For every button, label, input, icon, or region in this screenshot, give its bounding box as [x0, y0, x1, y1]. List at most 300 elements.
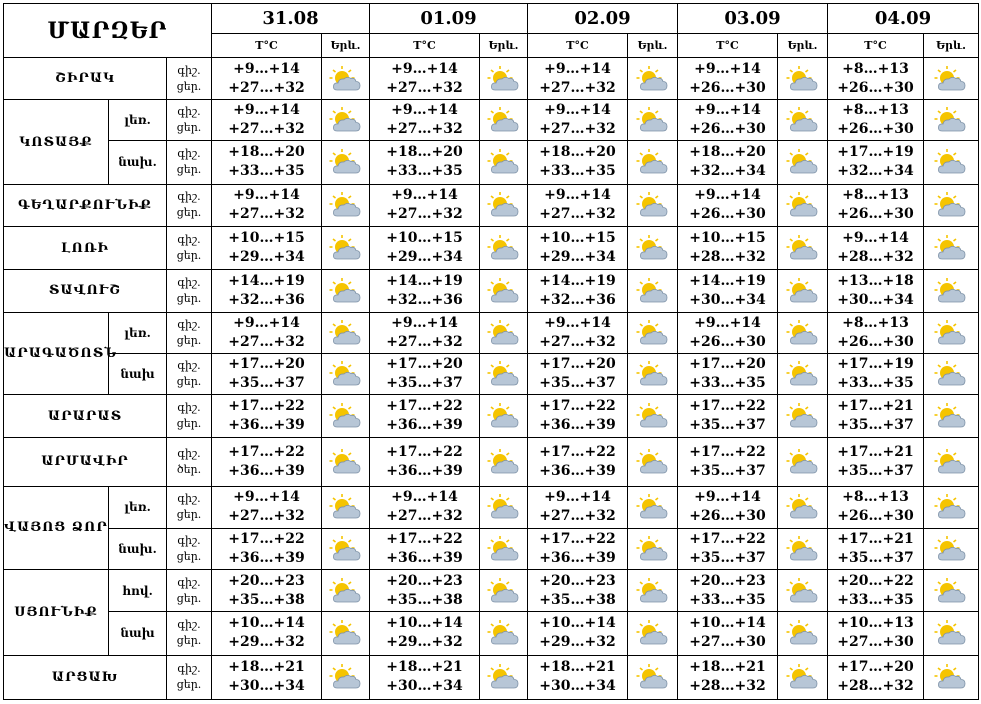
day-label: ցեր. [176, 79, 202, 93]
temperature-cell [370, 486, 480, 528]
temperature-cell [370, 227, 480, 270]
night-temperature: +18…+20 [386, 144, 463, 161]
weather-icon-cell [778, 140, 828, 184]
night-label: գիշ. [177, 317, 201, 331]
night-temperature: +17…+22 [539, 443, 616, 460]
sun-behind-cloud-icon [785, 663, 821, 691]
temperature-cell [370, 270, 480, 312]
temperature-cell [212, 570, 322, 612]
day-night-labels [167, 438, 212, 486]
sun-behind-cloud-icon [933, 65, 969, 93]
temperature-cell [370, 184, 480, 226]
sun-behind-cloud-icon [328, 106, 364, 134]
weather-icon-cell [778, 395, 828, 438]
day-temperature: +27…+32 [228, 333, 305, 350]
sun-behind-cloud-icon [933, 277, 969, 305]
weather-icon-cell [480, 528, 528, 569]
night-temperature: +20…+23 [386, 572, 463, 589]
night-temperature: +17…+22 [228, 443, 305, 460]
region-row [4, 353, 979, 394]
temperature-cell [528, 58, 628, 100]
temperature-cell [828, 570, 924, 612]
sun-behind-cloud-icon [328, 191, 364, 219]
weather-icon-cell [628, 486, 678, 528]
weather-icon-cell [778, 438, 828, 486]
temperature-cell [528, 486, 628, 528]
temperature-cell [212, 58, 322, 100]
sun-behind-cloud-icon [933, 191, 969, 219]
temperature-cell [528, 227, 628, 270]
temperature-cell [370, 655, 480, 699]
weather-icon-cell [480, 227, 528, 270]
weather-icon-cell [924, 570, 979, 612]
temperature-cell [828, 353, 924, 394]
temperature-cell [212, 270, 322, 312]
temp-col-header: T°C [678, 34, 778, 58]
day-temperature: +35…+37 [689, 462, 766, 479]
sun-behind-cloud-icon [785, 493, 821, 521]
weather-icon-cell [778, 570, 828, 612]
region-name: ԱՐՑԱԽ [4, 655, 167, 699]
weather-icon-cell [480, 395, 528, 438]
night-temperature: +17…+19 [837, 355, 914, 372]
sun-behind-cloud-icon [933, 619, 969, 647]
sub-zone-label: նախ. [109, 140, 167, 184]
night-temperature: +8…+13 [842, 314, 909, 331]
night-temperature: +9…+14 [544, 60, 611, 77]
temperature-cell [212, 395, 322, 438]
day-temperature: +36…+39 [228, 549, 305, 566]
sun-behind-cloud-icon [486, 663, 522, 691]
day-temperature: +27…+30 [689, 634, 766, 651]
day-label: ցեր. [176, 678, 202, 692]
sun-behind-cloud-icon [785, 402, 821, 430]
day-temperature: +28…+32 [837, 678, 914, 695]
day-temperature: +32…+36 [386, 291, 463, 308]
temperature-cell [370, 353, 480, 394]
night-temperature: +17…+22 [539, 530, 616, 547]
night-temperature: +17…+20 [539, 355, 616, 372]
temperature-cell [678, 184, 778, 226]
sun-behind-cloud-icon [486, 319, 522, 347]
sun-behind-cloud-icon [933, 535, 969, 563]
night-temperature: +9…+14 [391, 187, 458, 204]
sun-behind-cloud-icon [933, 493, 969, 521]
sun-behind-cloud-icon [785, 106, 821, 134]
day-temperature: +27…+32 [539, 206, 616, 223]
sun-behind-cloud-icon [328, 535, 364, 563]
day-temperature: +26…+30 [837, 120, 914, 137]
forecast-body [4, 58, 979, 700]
sun-behind-cloud-icon [328, 577, 364, 605]
night-temperature: +17…+20 [386, 355, 463, 372]
weather-icon-cell [924, 58, 979, 100]
day-temperature: +35…+38 [386, 591, 463, 608]
weather-icon-cell [480, 612, 528, 655]
day-label: ծեր. [176, 462, 202, 476]
temperature-cell [528, 528, 628, 569]
sub-zone-label: լեռ. [109, 100, 167, 140]
day-temperature: +36…+39 [539, 549, 616, 566]
region-row [4, 100, 979, 140]
temperature-cell [528, 353, 628, 394]
night-label: գիշ. [177, 147, 201, 161]
sun-behind-cloud-icon [635, 402, 671, 430]
day-temperature: +33…+35 [228, 163, 305, 180]
sun-behind-cloud-icon [635, 148, 671, 176]
temperature-cell [370, 528, 480, 569]
day-temperature: +36…+39 [228, 417, 305, 434]
day-label: ցեր. [176, 333, 202, 347]
weather-icon-cell [628, 655, 678, 699]
sun-behind-cloud-icon [486, 148, 522, 176]
day-temperature: +28…+32 [689, 678, 766, 695]
header-row-dates [4, 4, 979, 34]
weather-icon-cell [778, 270, 828, 312]
night-temperature: +9…+14 [233, 101, 300, 118]
day-temperature: +26…+30 [689, 333, 766, 350]
night-label: գիշ. [177, 446, 201, 460]
day-night-labels [167, 353, 212, 394]
day-temperature: +30…+34 [837, 291, 914, 308]
sun-behind-cloud-icon [785, 234, 821, 262]
weather-icon-cell [322, 184, 370, 226]
night-label: գիշ. [177, 618, 201, 632]
temperature-cell [370, 140, 480, 184]
sun-behind-cloud-icon [486, 277, 522, 305]
day-temperature: +36…+39 [539, 417, 616, 434]
region-row [4, 655, 979, 699]
night-temperature: +17…+22 [689, 443, 766, 460]
day-label: ցեր. [176, 508, 202, 522]
night-label: գիշ. [177, 662, 201, 676]
day-temperature: +26…+30 [837, 508, 914, 525]
temperature-cell [678, 58, 778, 100]
sun-behind-cloud-icon [486, 577, 522, 605]
night-temperature: +17…+21 [837, 530, 914, 547]
day-night-labels [167, 184, 212, 226]
night-temperature: +9…+14 [391, 60, 458, 77]
night-temperature: +10…+14 [228, 615, 305, 632]
night-temperature: +14…+19 [386, 272, 463, 289]
sun-behind-cloud-icon [328, 277, 364, 305]
sub-zone-label: նախ. [109, 528, 167, 569]
temperature-cell [370, 570, 480, 612]
temperature-cell [528, 395, 628, 438]
temperature-cell [212, 353, 322, 394]
day-temperature: +30…+34 [228, 678, 305, 695]
day-temperature: +27…+32 [228, 79, 305, 96]
day-temperature: +35…+37 [837, 549, 914, 566]
weather-icon-cell [924, 140, 979, 184]
day-temperature: +35…+37 [689, 417, 766, 434]
day-label: ցեր. [176, 120, 202, 134]
day-temperature: +36…+39 [386, 417, 463, 434]
weather-icon-cell [628, 270, 678, 312]
weather-icon-cell [322, 486, 370, 528]
sun-behind-cloud-icon [635, 277, 671, 305]
temperature-cell [212, 528, 322, 569]
weather-icon-cell [628, 395, 678, 438]
sub-zone-label: նախ [109, 612, 167, 655]
day-temperature: +35…+37 [228, 374, 305, 391]
day-temperature: +27…+32 [228, 206, 305, 223]
night-temperature: +9…+14 [544, 314, 611, 331]
day-night-labels [167, 140, 212, 184]
night-temperature: +17…+22 [228, 398, 305, 415]
day-night-labels [167, 528, 212, 569]
region-name: ԼՈՌԻ [4, 227, 167, 270]
temperature-cell [212, 655, 322, 699]
day-temperature: +30…+34 [689, 291, 766, 308]
day-label: ցեր. [176, 417, 202, 431]
sun-behind-cloud-icon [785, 448, 821, 476]
sun-behind-cloud-icon [785, 319, 821, 347]
night-temperature: +10…+13 [837, 615, 914, 632]
night-temperature: +8…+13 [842, 489, 909, 506]
sun-behind-cloud-icon [635, 360, 671, 388]
night-temperature: +17…+22 [539, 398, 616, 415]
sun-behind-cloud-icon [933, 319, 969, 347]
weather-icon-cell [628, 140, 678, 184]
night-temperature: +17…+22 [228, 530, 305, 547]
date-header: 31.08 [212, 4, 370, 34]
day-label: ցեր. [176, 374, 202, 388]
sun-behind-cloud-icon [933, 663, 969, 691]
sun-behind-cloud-icon [328, 65, 364, 93]
day-label: ցեր. [176, 634, 202, 648]
temperature-cell [528, 184, 628, 226]
day-temperature: +29…+34 [539, 249, 616, 266]
sun-behind-cloud-icon [785, 148, 821, 176]
sun-behind-cloud-icon [933, 148, 969, 176]
temperature-cell [212, 486, 322, 528]
night-temperature: +18…+21 [689, 659, 766, 676]
weather-icon-cell [778, 100, 828, 140]
temperature-cell [678, 227, 778, 270]
night-temperature: +9…+14 [544, 101, 611, 118]
weather-icon-cell [628, 528, 678, 569]
temperature-cell [528, 612, 628, 655]
temperature-cell [528, 655, 628, 699]
night-temperature: +10…+15 [539, 230, 616, 247]
temperature-cell [828, 184, 924, 226]
night-temperature: +20…+22 [837, 572, 914, 589]
temperature-cell [678, 655, 778, 699]
sun-behind-cloud-icon [635, 319, 671, 347]
weather-icon-cell [628, 100, 678, 140]
temperature-cell [528, 140, 628, 184]
day-temperature: +36…+39 [386, 462, 463, 479]
day-temperature: +27…+32 [539, 79, 616, 96]
weather-icon-cell [480, 58, 528, 100]
sun-behind-cloud-icon [933, 448, 969, 476]
day-night-labels [167, 312, 212, 353]
sun-behind-cloud-icon [635, 448, 671, 476]
sun-behind-cloud-icon [328, 402, 364, 430]
temp-col-header: T°C [370, 34, 480, 58]
night-temperature: +9…+14 [694, 489, 761, 506]
weather-icon-cell [322, 655, 370, 699]
forecast-table [3, 3, 979, 700]
temperature-cell [528, 312, 628, 353]
weather-icon-cell [778, 227, 828, 270]
day-temperature: +36…+39 [228, 462, 305, 479]
temperature-cell [828, 58, 924, 100]
night-temperature: +10…+14 [386, 615, 463, 632]
day-temperature: +27…+32 [386, 120, 463, 137]
sun-behind-cloud-icon [933, 402, 969, 430]
night-temperature: +8…+13 [842, 101, 909, 118]
weather-icon-cell [924, 184, 979, 226]
temperature-cell [212, 100, 322, 140]
temperature-cell [370, 395, 480, 438]
temperature-cell [828, 312, 924, 353]
night-temperature: +20…+23 [228, 572, 305, 589]
night-temperature: +9…+14 [544, 187, 611, 204]
temperature-cell [678, 486, 778, 528]
day-temperature: +27…+32 [386, 79, 463, 96]
day-label: ցեր. [176, 206, 202, 220]
day-label: ցեր. [176, 549, 202, 563]
day-temperature: +29…+32 [539, 634, 616, 651]
date-header: 02.09 [528, 4, 678, 34]
day-temperature: +33…+35 [539, 163, 616, 180]
night-label: գիշ. [177, 190, 201, 204]
day-temperature: +26…+30 [837, 333, 914, 350]
night-temperature: +9…+14 [694, 187, 761, 204]
temperature-cell [212, 438, 322, 486]
weather-icon-cell [322, 140, 370, 184]
day-temperature: +29…+32 [228, 634, 305, 651]
region-name: ԱՐԱԳԱԾՈՏՆ [4, 312, 109, 395]
weather-icon-cell [480, 486, 528, 528]
weather-icon-cell [322, 100, 370, 140]
temperature-cell [828, 486, 924, 528]
night-temperature: +9…+14 [694, 314, 761, 331]
weather-icon-cell [480, 438, 528, 486]
night-label: գիշ. [177, 104, 201, 118]
day-temperature: +32…+34 [837, 163, 914, 180]
sun-behind-cloud-icon [486, 360, 522, 388]
region-name: ՎԱՅՈՑ ՁՈՐ [4, 486, 109, 570]
night-temperature: +17…+21 [837, 443, 914, 460]
weather-icon-cell [322, 58, 370, 100]
day-temperature: +26…+30 [837, 206, 914, 223]
sun-behind-cloud-icon [635, 663, 671, 691]
date-header: 03.09 [678, 4, 828, 34]
sun-behind-cloud-icon [328, 148, 364, 176]
night-label: գիշ. [177, 358, 201, 372]
weather-icon-cell [628, 227, 678, 270]
day-night-labels [167, 570, 212, 612]
weather-icon-cell [924, 528, 979, 569]
weather-icon-cell [924, 438, 979, 486]
day-temperature: +33…+35 [837, 591, 914, 608]
temperature-cell [678, 140, 778, 184]
region-name: ՏԱՎՈՒՇ [4, 270, 167, 312]
night-temperature: +18…+20 [539, 144, 616, 161]
temperature-cell [678, 270, 778, 312]
weather-icon-cell [924, 612, 979, 655]
night-label: գիշ. [177, 233, 201, 247]
sun-behind-cloud-icon [635, 65, 671, 93]
sun-behind-cloud-icon [933, 234, 969, 262]
weather-icon-cell [322, 353, 370, 394]
sub-zone-label: նախ [109, 353, 167, 394]
sub-zone-label: լեռ. [109, 312, 167, 353]
sun-behind-cloud-icon [785, 619, 821, 647]
night-temperature: +10…+14 [689, 615, 766, 632]
region-row [4, 227, 979, 270]
temperature-cell [678, 395, 778, 438]
day-temperature: +27…+32 [539, 120, 616, 137]
weather-icon-cell [924, 353, 979, 394]
sun-behind-cloud-icon [486, 191, 522, 219]
day-temperature: +32…+36 [228, 291, 305, 308]
day-temperature: +27…+32 [386, 206, 463, 223]
night-temperature: +20…+23 [689, 572, 766, 589]
sun-behind-cloud-icon [328, 493, 364, 521]
sun-behind-cloud-icon [785, 535, 821, 563]
weather-icon-cell [924, 312, 979, 353]
temperature-cell [528, 570, 628, 612]
sun-behind-cloud-icon [328, 360, 364, 388]
day-temperature: +29…+34 [228, 249, 305, 266]
sun-behind-cloud-icon [635, 577, 671, 605]
sun-behind-cloud-icon [635, 191, 671, 219]
weather-icon-cell [778, 528, 828, 569]
weather-icon-cell [322, 395, 370, 438]
day-temperature: +30…+34 [539, 678, 616, 695]
night-temperature: +9…+14 [694, 101, 761, 118]
day-night-labels [167, 655, 212, 699]
sun-behind-cloud-icon [635, 535, 671, 563]
night-temperature: +17…+21 [837, 398, 914, 415]
weather-icon-cell [322, 528, 370, 569]
night-temperature: +9…+14 [544, 489, 611, 506]
sun-behind-cloud-icon [486, 402, 522, 430]
region-name: ՇԻՐԱԿ [4, 58, 167, 100]
night-temperature: +14…+19 [689, 272, 766, 289]
sun-behind-cloud-icon [486, 448, 522, 476]
weather-icon-cell [322, 438, 370, 486]
temperature-cell [678, 100, 778, 140]
temperature-cell [678, 528, 778, 569]
day-night-labels [167, 486, 212, 528]
day-label: ցեր. [176, 163, 202, 177]
day-temperature: +33…+35 [689, 374, 766, 391]
sun-behind-cloud-icon [785, 577, 821, 605]
day-temperature: +35…+37 [689, 549, 766, 566]
day-temperature: +28…+32 [689, 249, 766, 266]
sun-behind-cloud-icon [486, 65, 522, 93]
region-name: ԿՈՏԱՅՔ [4, 100, 109, 185]
weather-icon-cell [480, 270, 528, 312]
temperature-cell [828, 438, 924, 486]
region-row [4, 140, 979, 184]
weather-icon-cell [480, 570, 528, 612]
day-temperature: +27…+32 [539, 333, 616, 350]
temperature-cell [828, 395, 924, 438]
sun-behind-cloud-icon [328, 234, 364, 262]
night-temperature: +10…+15 [689, 230, 766, 247]
day-temperature: +35…+38 [539, 591, 616, 608]
sun-behind-cloud-icon [635, 234, 671, 262]
day-temperature: +27…+30 [837, 634, 914, 651]
weather-icon-cell [480, 353, 528, 394]
weather-icon-cell [322, 270, 370, 312]
